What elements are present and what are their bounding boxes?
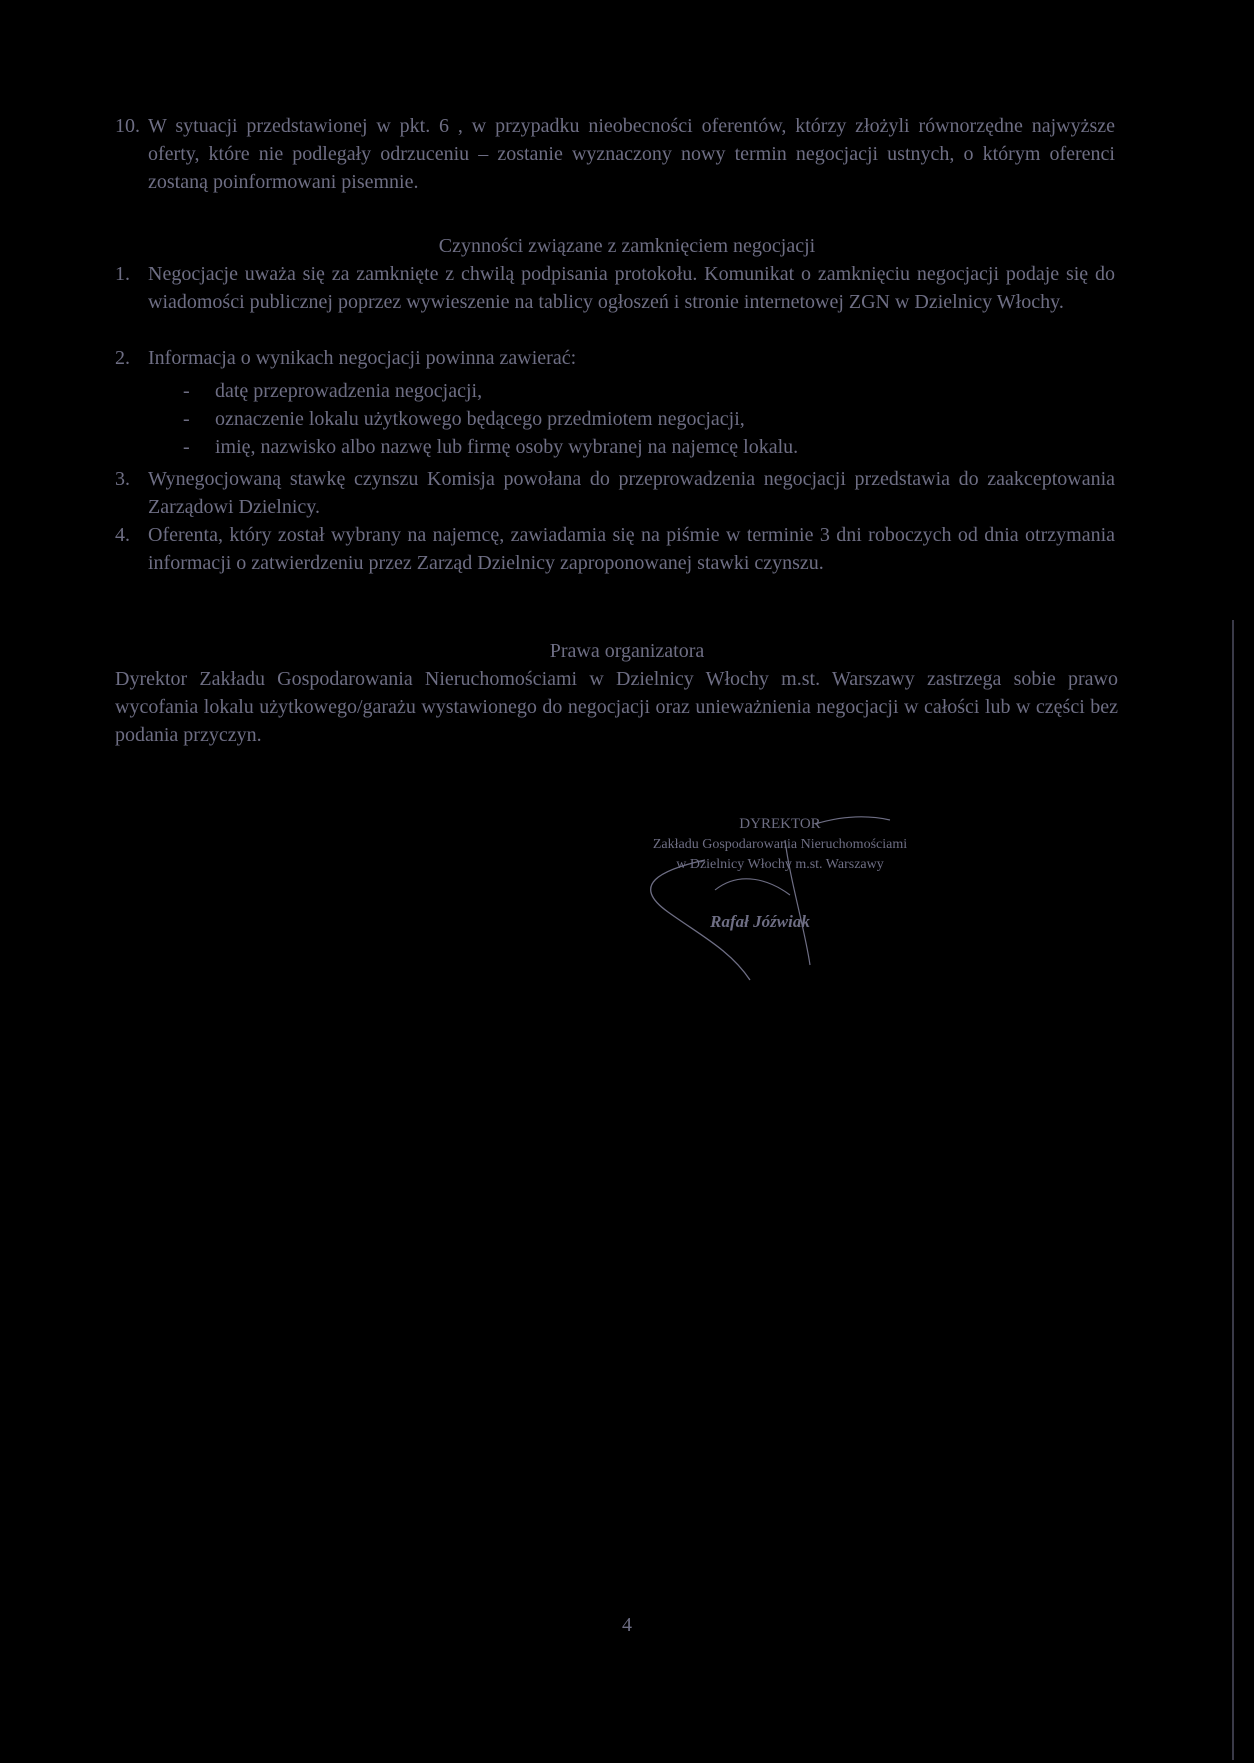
bullet-text: imię, nazwisko albo nazwę lub firmę osoby wybranej na najemcę lokalu. — [215, 436, 799, 458]
closing-item-2 — [115, 344, 1115, 372]
item-text: Wynegocjowaną stawkę czynszu Komisja powołana do przeprowadzenia negocjacji przedstawia do zaakceptowania Zarządowi Dzielnicy. — [148, 468, 1115, 518]
item-number: 1. — [115, 263, 130, 285]
section-heading-rights: Prawa organizatora — [549, 640, 705, 662]
stamp-line-2: Zakładu Gospodarowania Nieruchomościami — [652, 837, 908, 852]
item-text: Oferenta, który został wybrany na najemcę, zawiadamia się na piśmie w terminie 3 dni roboczych od dnia otrzymania informacji o zatwierdzeniu przez Zarząd Dzielnicy zaproponowanej stawki czynszu. — [148, 524, 1115, 574]
item-10 — [115, 112, 1115, 196]
rights-paragraph: Dyrektor Zakładu Gospodarowania Nieruchomościami w Dzielnicy Włochy m.st. Warszawy zastrzega sobie prawo wycofania lokalu użytkowego/garażu wystawionego do negocjacji oraz unieważnienia negocjacji w całości lub w części bez podania przyczyn. — [115, 668, 1118, 746]
bullet-item — [115, 433, 1115, 461]
bullet-text: oznaczenie lokalu użytkowego będącego przedmiotem negocjacji, — [215, 408, 745, 430]
stamp-line-1: DYREKTOR — [739, 816, 821, 832]
item-number: 3. — [115, 468, 130, 490]
closing-item-1 — [115, 260, 1115, 316]
stamp-line-3: w Dzielnicy Włochy m.st. Warszawy — [676, 857, 884, 872]
item-text: W sytuacji przedstawionej w pkt. 6 , w przypadku nieobecności oferentów, którzy złożyli równorzędne najwyższe oferty, które nie podlegały odrzuceniu – zostanie wyznaczony nowy termin negocjacji ustnych, o którym oferenci zostaną poinformowani pisemnie. — [148, 115, 1115, 193]
bullet-marker: - — [183, 380, 190, 402]
item-text: Informacja o wynikach negocjacji powinna zawierać: — [148, 347, 577, 369]
stamp-graphic — [590, 800, 970, 1000]
closing-item-4 — [115, 521, 1115, 577]
bullet-marker: - — [183, 408, 190, 430]
signature-name: Rafał Jóźwiak — [710, 912, 810, 931]
section-heading-closing: Czynności związane z zamknięciem negocjacji — [438, 235, 816, 257]
bullet-marker: - — [183, 436, 190, 458]
bullet-list — [115, 377, 1115, 461]
bullet-item — [115, 405, 1115, 433]
item-number: 4. — [115, 524, 130, 546]
director-stamp — [590, 800, 970, 1000]
scan-edge-line — [1232, 620, 1234, 1760]
page-number: 4 — [622, 1614, 632, 1636]
bullet-text: datę przeprowadzenia negocjacji, — [215, 380, 483, 402]
closing-item-3 — [115, 465, 1115, 521]
item-number: 10. — [115, 115, 140, 137]
item-text: Negocjacje uważa się za zamknięte z chwilą podpisania protokołu. Komunikat o zamknięciu negocjacji podaje się do wiadomości publicznej poprzez wywieszenie na tablicy ogłoszeń i stronie internetowej ZGN w Dzielnicy Włochy. — [148, 263, 1115, 313]
bullet-item — [115, 377, 1115, 405]
item-number: 2. — [115, 347, 130, 369]
